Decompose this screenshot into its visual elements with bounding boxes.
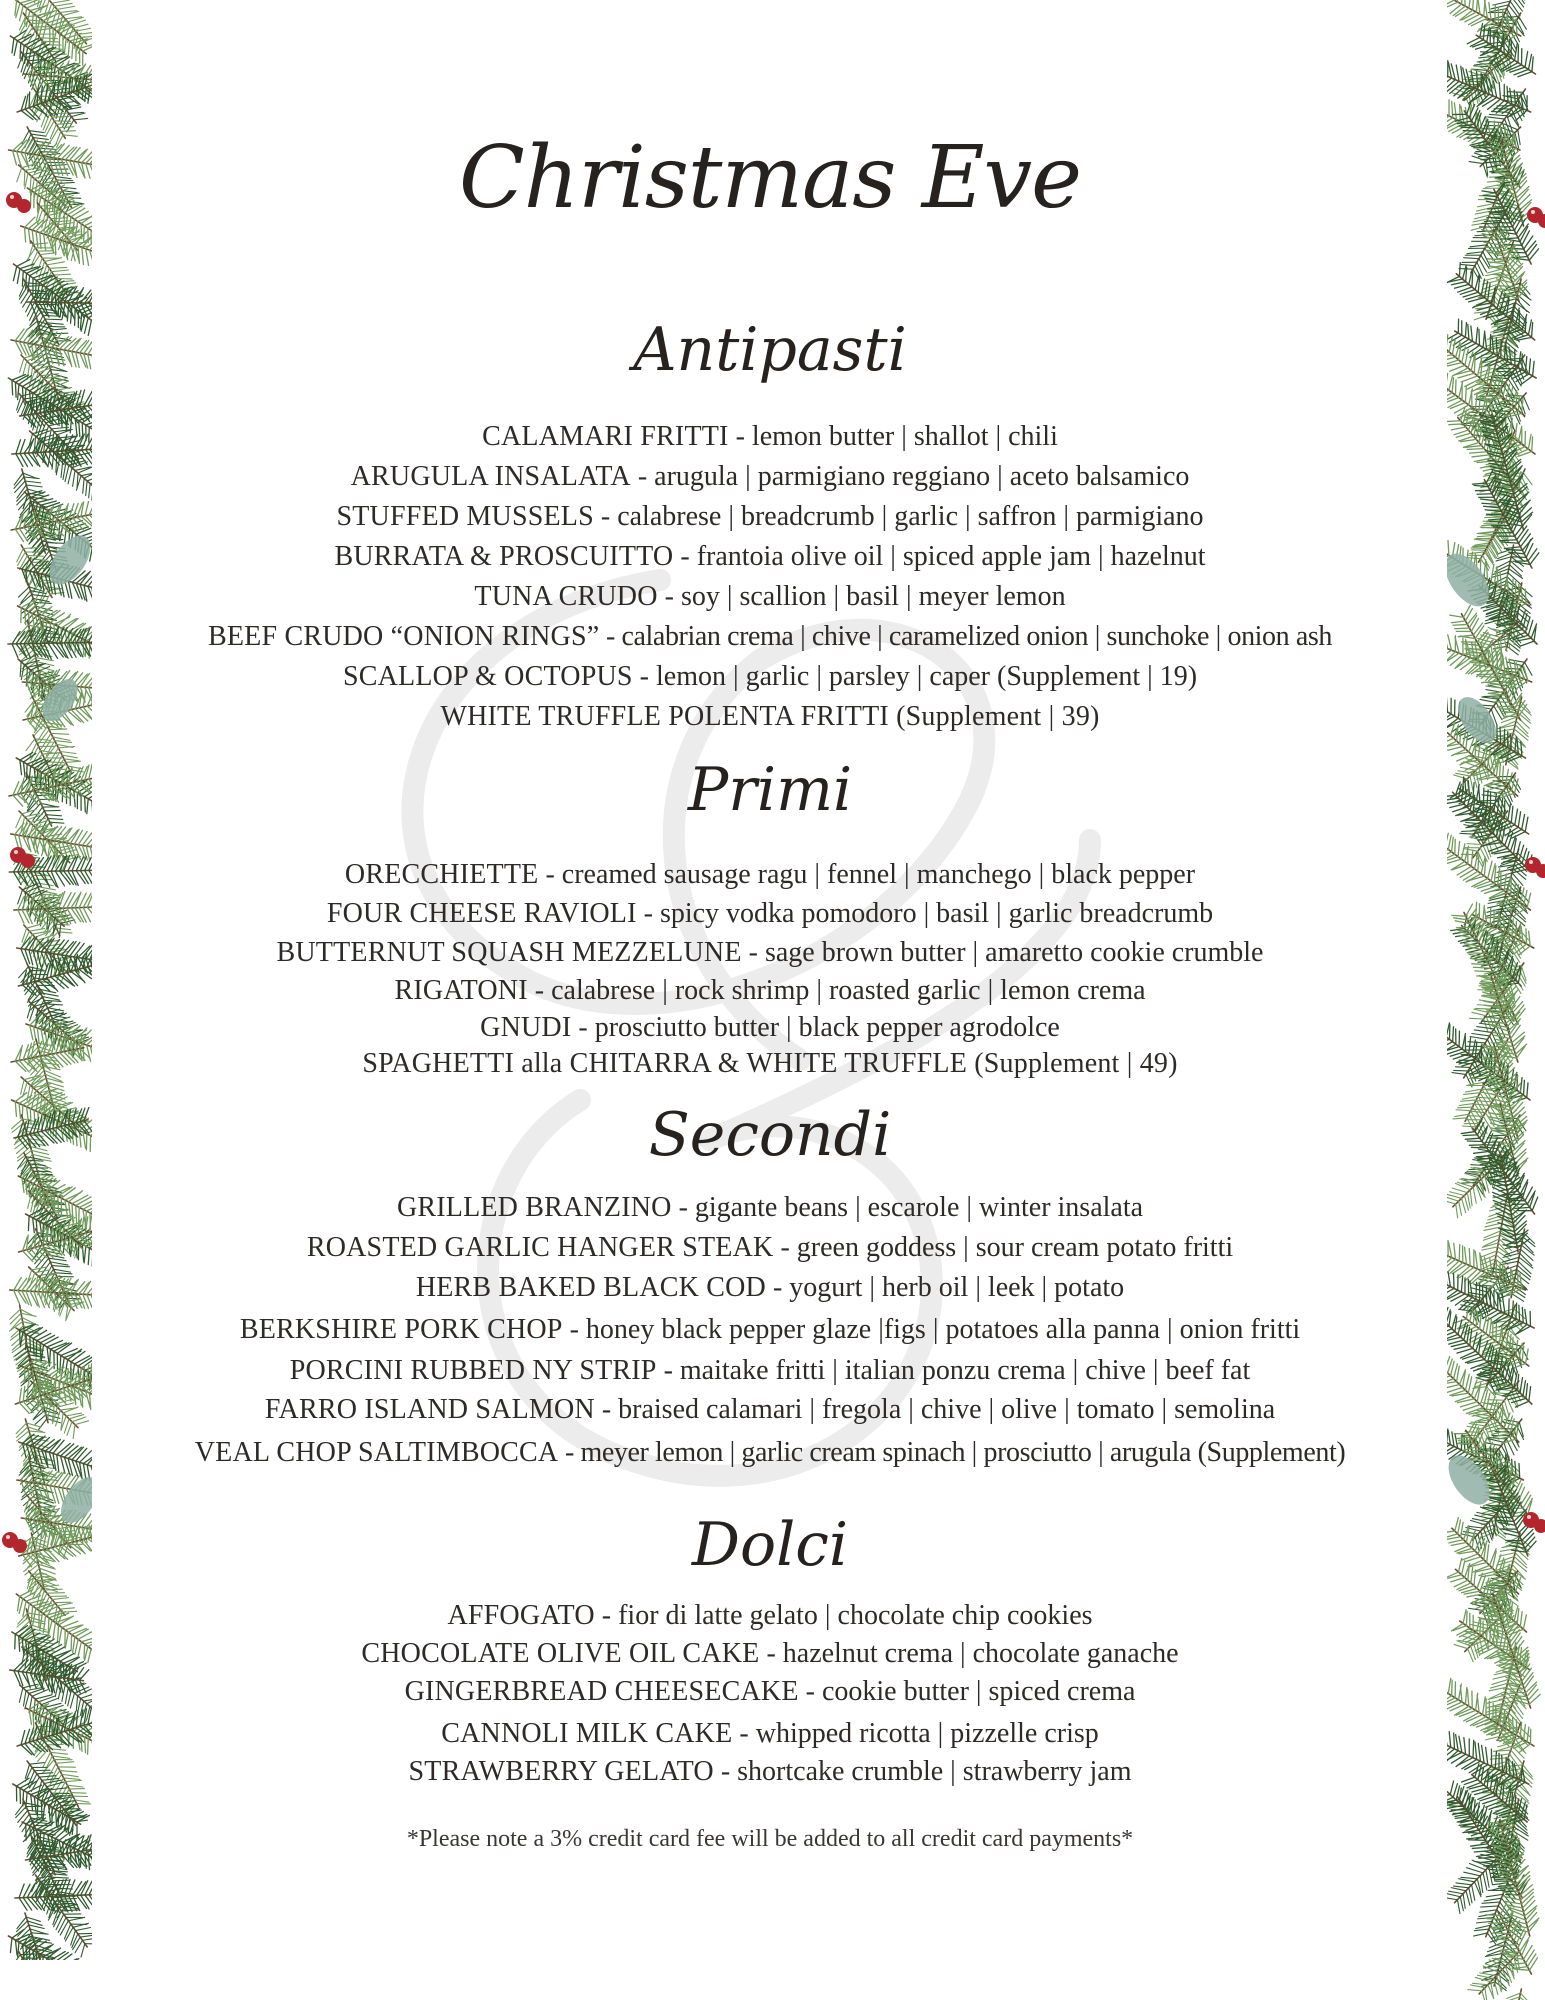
menu-item: RIGATONI - calabrese | rock shrimp | roasted garlic | lemon crema [394,975,1146,1006]
menu-item: ARUGULA INSALATA - arugula | parmigiano reggiano | aceto balsamico [350,461,1190,492]
menu-item [95,699,1445,735]
item-name: GRILLED BRANZINO [396,1192,672,1223]
menu-item: FARRO ISLAND SALMON - braised calamari | fregola | chive | olive | tomato | semolina [264,1394,1276,1425]
item-description: lemon | garlic | parsley | caper (Supplement | 19) [656,661,1198,692]
item-description: meyer lemon | garlic cream spinach | prosciutto | arugula (Supplement) [580,1437,1346,1468]
item-name: FOUR CHEESE RAVIOLI [326,898,637,929]
menu-item: CHOCOLATE OLIVE OIL CAKE - hazelnut crema | chocolate ganache [361,1638,1179,1669]
item-name: GINGERBREAD CHEESECAKE [404,1676,799,1707]
menu-item [95,1046,1445,1082]
item-name: VEAL CHOP SALTIMBOCCA [194,1437,559,1468]
item-name: PORCINI RUBBED NY STRIP [289,1355,657,1386]
section-title-dolci: Dolci [691,1510,849,1580]
item-description: yogurt | herb oil | leek | potato [789,1272,1125,1303]
item-name: SCALLOP & OCTOPUS [342,661,633,692]
pine-garland-right [1447,0,1545,2000]
item-description: fior di latte gelato | chocolate chip cookies [618,1600,1093,1631]
item-name: ORECCHIETTE [344,859,539,890]
menu-item: PORCINI RUBBED NY STRIP - maitake fritti | italian ponzu crema | chive | beef fat [289,1355,1251,1386]
item-name: GNUDI [480,1012,572,1043]
menu-item: AFFOGATO - fior di latte gelato | chocolate chip cookies [447,1600,1093,1631]
item-description: frantoia olive oil | spiced apple jam | hazelnut [696,541,1206,572]
item-name: BUTTERNUT SQUASH MEZZELUNE [276,937,742,968]
item-name: BERKSHIRE PORK CHOP [239,1314,563,1345]
item-name: SPAGHETTI alla CHITARRA & WHITE TRUFFLE (Supplement | 49) [362,1048,1178,1079]
section-title-secondi: Secondi [648,1100,892,1170]
item-name: HERB BAKED BLACK COD [415,1272,766,1303]
menu-item: BERKSHIRE PORK CHOP - honey black pepper glaze |figs | potatoes alla panna | onion fritti [239,1314,1301,1345]
item-description: green goddess | sour cream potato fritti [796,1232,1234,1263]
item-name: AFFOGATO [447,1600,595,1631]
item-name: RIGATONI [394,975,528,1006]
menu-item: BURRATA & PROSCUITTO - frantoia olive oil | spiced apple jam | hazelnut [334,541,1206,572]
menu-item: BUTTERNUT SQUASH MEZZELUNE - sage brown butter | amaretto cookie crumble [276,937,1264,968]
item-description: arugula | parmigiano reggiano | aceto balsamico [654,461,1190,492]
menu-item: SCALLOP & OCTOPUS - lemon | garlic | parsley | caper (Supplement | 19) [342,661,1198,692]
menu-item: STUFFED MUSSELS - calabrese | breadcrumb | garlic | saffron | parmigiano [336,501,1204,532]
menu-item: FOUR CHEESE RAVIOLI - spicy vodka pomodoro | basil | garlic breadcrumb [326,898,1214,929]
menu-item: CANNOLI MILK CAKE - whipped ricotta | pizzelle crisp [441,1718,1099,1749]
item-description: sage brown butter | amaretto cookie crumble [764,937,1264,968]
credit-card-fee-note: *Please note a 3% credit card fee will be added to all credit card payments* [406,1826,1134,1852]
menu-item: TUNA CRUDO - soy | scallion | basil | meyer lemon [474,581,1066,612]
item-description: maitake fritti | italian ponzu crema | chive | beef fat [679,1355,1251,1386]
item-description: calabrian crema | chive | caramelized onion | sunchoke | onion ash [621,621,1332,652]
item-name: CHOCOLATE OLIVE OIL CAKE [361,1638,760,1669]
item-description: hazelnut crema | chocolate ganache [782,1638,1179,1669]
item-description: whipped ricotta | pizzelle crisp [755,1718,1099,1749]
item-name: CANNOLI MILK CAKE [441,1718,733,1749]
section-title-primi: Primi [687,755,853,825]
menu-item: VEAL CHOP SALTIMBOCCA - meyer lemon | garlic cream spinach | prosciutto | arugula (Supplement) [194,1437,1346,1468]
menu-item: GNUDI - prosciutto butter | black pepper agrodolce [480,1012,1060,1043]
item-name: BEEF CRUDO “ONION RINGS” [208,621,600,652]
menu-item: CALAMARI FRITTI - lemon butter | shallot | chili [482,421,1058,452]
item-description: creamed sausage ragu | fennel | manchego | black pepper [561,859,1196,890]
pine-garland-left [0,0,92,1960]
menu-item: GRILLED BRANZINO - gigante beans | escarole | winter insalata [396,1192,1144,1223]
menu-item: ORECCHIETTE - creamed sausage ragu | fennel | manchego | black pepper [344,859,1196,890]
item-name: ROASTED GARLIC HANGER STEAK [306,1232,774,1263]
item-name: ARUGULA INSALATA [350,461,631,492]
menu-title: Christmas Eve [458,128,1082,228]
menu-item: ROASTED GARLIC HANGER STEAK - green goddess | sour cream potato fritti [306,1232,1234,1263]
item-description: prosciutto butter | black pepper agrodolce [594,1012,1060,1043]
item-name: BURRATA & PROSCUITTO [334,541,674,572]
menu-item: GINGERBREAD CHEESECAKE - cookie butter | spiced crema [404,1676,1136,1707]
menu-item: BEEF CRUDO “ONION RINGS” - calabrian crema | chive | caramelized onion | sunchoke | onion ash [208,621,1332,652]
item-description: gigante beans | escarole | winter insalata [694,1192,1144,1223]
item-name: WHITE TRUFFLE POLENTA FRITTI (Supplement | 39) [440,701,1100,732]
item-name: CALAMARI FRITTI [482,421,729,452]
item-description: shortcake crumble | strawberry jam [737,1756,1132,1787]
menu-item: HERB BAKED BLACK COD - yogurt | herb oil | leek | potato [415,1272,1125,1303]
item-description: cookie butter | spiced crema [821,1676,1136,1707]
item-description: honey black pepper glaze |figs | potatoes alla panna | onion fritti [585,1314,1301,1345]
item-description: lemon butter | shallot | chili [751,421,1058,452]
item-description: calabrese | rock shrimp | roasted garlic | lemon crema [551,975,1146,1006]
item-description: soy | scallion | basil | meyer lemon [680,581,1066,612]
item-name: FARRO ISLAND SALMON [264,1394,595,1425]
item-description: calabrese | breadcrumb | garlic | saffron | parmigiano [617,501,1204,532]
item-description: braised calamari | fregola | chive | olive | tomato | semolina [618,1394,1276,1425]
item-description: spicy vodka pomodoro | basil | garlic breadcrumb [659,898,1214,929]
menu-item: STRAWBERRY GELATO - shortcake crumble | strawberry jam [408,1756,1132,1787]
item-name: STRAWBERRY GELATO [408,1756,714,1787]
item-name: STUFFED MUSSELS [336,501,594,532]
section-title-antipasti: Antipasti [633,315,907,385]
item-name: TUNA CRUDO [474,581,658,612]
